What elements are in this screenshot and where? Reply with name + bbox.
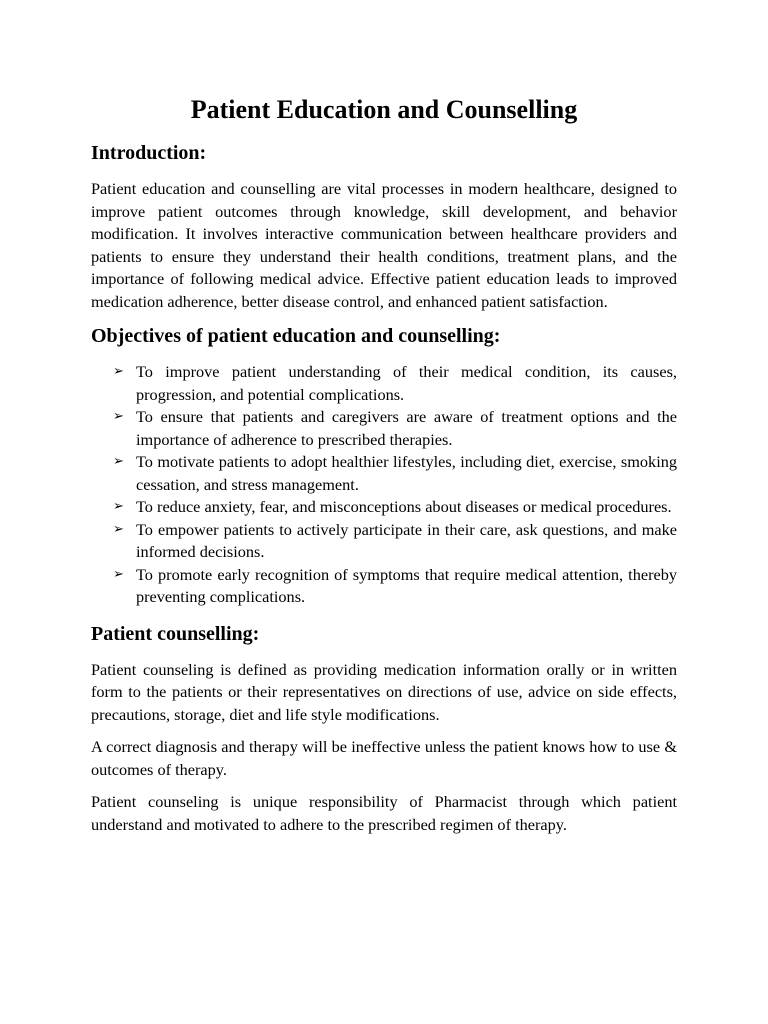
objectives-heading: Objectives of patient education and counselling:: [91, 325, 501, 347]
objectives-list: [91, 361, 677, 609]
document-title: Patient Education and Counselling: [190, 95, 578, 124]
list-item: [91, 564, 677, 609]
counselling-paragraph-definition: Patient counseling is defined as providing medication information orally or in written form to the patients or their representatives on directions of use, advice on side effects, precautions, storage, diet and life style modifications.: [91, 659, 677, 724]
list-item-text: To promote early recognition of symptoms that require medical attention, thereby preventing complications.: [136, 564, 677, 606]
list-item-text: To motivate patients to adopt healthier lifestyles, including diet, exercise, smoking cessation, and stress management.: [136, 452, 677, 494]
counselling-paragraph-diagnosis: A correct diagnosis and therapy will be ineffective unless the patient knows how to use & outcomes of therapy.: [91, 737, 677, 779]
list-item-text: To empower patients to actively participate in their care, ask questions, and make informed decisions.: [136, 519, 677, 561]
arrowhead-bullet-icon: ➢: [113, 409, 124, 424]
list-item: [91, 451, 677, 496]
arrowhead-bullet-icon: ➢: [113, 364, 124, 379]
list-item: [91, 496, 677, 519]
list-item-text: To improve patient understanding of their medical condition, its causes, progression, and potential complications.: [136, 362, 677, 404]
introduction-paragraph: Patient education and counselling are vital processes in modern healthcare, designed to improve patient outcomes through knowledge, skill development, and behavior modification. It involves interactive communication between healthcare providers and patients to ensure they understand their health conditions, treatment plans, and the importance of following medical advice. Effective patient education leads to improved medication adherence, better disease control, and enhanced patient satisfaction.: [91, 179, 677, 311]
arrowhead-bullet-icon: ➢: [113, 499, 124, 514]
list-item-text: To reduce anxiety, fear, and misconceptions about diseases or medical procedures.: [136, 497, 672, 516]
arrowhead-bullet-icon: ➢: [113, 521, 124, 537]
counselling-heading: Patient counselling:: [91, 622, 260, 645]
list-item: [91, 406, 677, 451]
arrowhead-bullet-icon: ➢: [113, 454, 124, 469]
list-item: [91, 361, 677, 406]
counselling-paragraph-pharmacist: Patient counseling is unique responsibility of Pharmacist through which patient understand and motivated to adhere to the prescribed regimen of therapy.: [91, 792, 677, 834]
introduction-heading: Introduction:: [91, 142, 207, 164]
arrowhead-bullet-icon: ➢: [113, 566, 124, 582]
list-item-text: To ensure that patients and caregivers are aware of treatment options and the importance of adherence to prescribed therapies.: [136, 407, 677, 449]
list-item: [91, 519, 677, 564]
